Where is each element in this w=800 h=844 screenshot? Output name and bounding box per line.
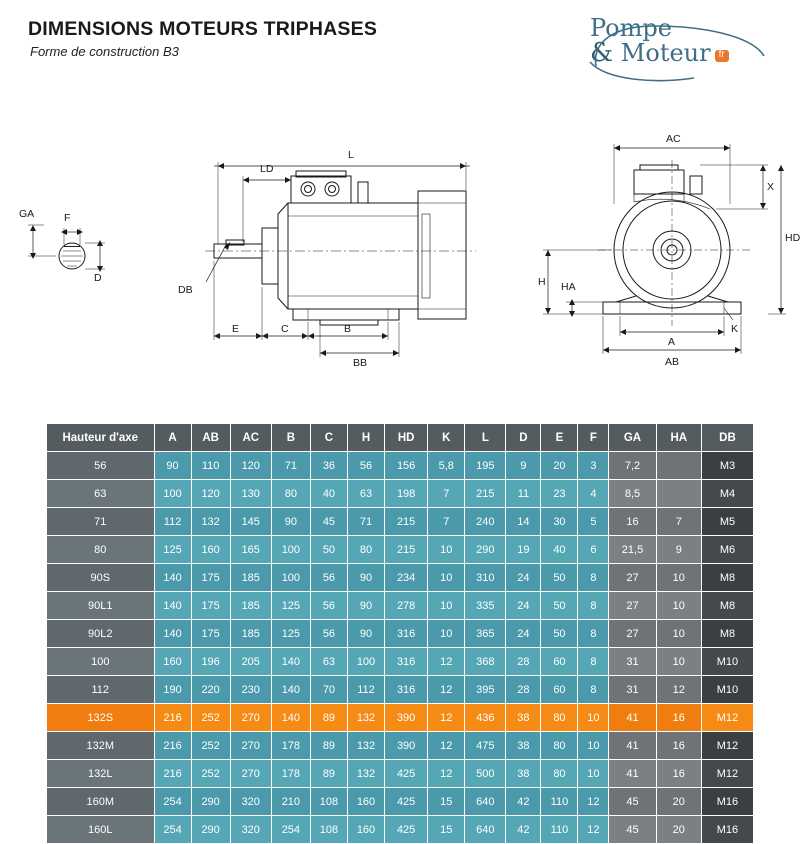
cell-db: M8 <box>701 620 753 648</box>
cell-b: 178 <box>271 732 310 760</box>
table-row[interactable] <box>47 676 753 704</box>
cell-e: 60 <box>541 676 578 704</box>
cell-h: 100 <box>347 648 384 676</box>
cell-hauteur-daxe: 112 <box>47 676 154 704</box>
cell-ac: 165 <box>230 536 271 564</box>
column-header-k: K <box>428 424 465 452</box>
cell-ab: 120 <box>191 480 230 508</box>
cell-e: 50 <box>541 564 578 592</box>
cell-ac: 130 <box>230 480 271 508</box>
cell-d: 42 <box>506 788 541 816</box>
cell-ga: 41 <box>609 732 656 760</box>
cell-ga: 8,5 <box>609 480 656 508</box>
cell-b: 140 <box>271 676 310 704</box>
label-ga: GA <box>19 208 35 220</box>
cell-ab: 110 <box>191 452 230 480</box>
cell-ac: 145 <box>230 508 271 536</box>
column-header-ac: AC <box>230 424 271 452</box>
cell-ac: 185 <box>230 620 271 648</box>
cell-db: M4 <box>701 480 753 508</box>
cell-ab: 252 <box>191 732 230 760</box>
column-header-a: A <box>154 424 191 452</box>
column-header-l: L <box>465 424 506 452</box>
title-block <box>28 18 377 59</box>
cell-l: 335 <box>465 592 506 620</box>
cell-a: 140 <box>154 564 191 592</box>
cell-f: 5 <box>578 508 609 536</box>
table-row[interactable] <box>47 648 753 676</box>
cell-a: 112 <box>154 508 191 536</box>
column-header-e: E <box>541 424 578 452</box>
cell-ac: 270 <box>230 732 271 760</box>
cell-ga: 45 <box>609 788 656 816</box>
table-row[interactable] <box>47 704 753 732</box>
cell-hd: 215 <box>385 536 428 564</box>
cell-a: 254 <box>154 788 191 816</box>
cell-c: 56 <box>310 564 347 592</box>
cell-k: 12 <box>428 648 465 676</box>
cell-ha: 16 <box>656 760 701 788</box>
cell-h: 132 <box>347 760 384 788</box>
column-header-hd: HD <box>385 424 428 452</box>
cell-l: 640 <box>465 816 506 844</box>
cell-b: 80 <box>271 480 310 508</box>
cell-d: 42 <box>506 816 541 844</box>
cell-l: 310 <box>465 564 506 592</box>
cell-c: 70 <box>310 676 347 704</box>
cell-f: 10 <box>578 760 609 788</box>
cell-ga: 16 <box>609 508 656 536</box>
cell-db: M8 <box>701 592 753 620</box>
cell-f: 4 <box>578 480 609 508</box>
cell-b: 71 <box>271 452 310 480</box>
cell-f: 10 <box>578 732 609 760</box>
cell-ga: 31 <box>609 676 656 704</box>
cell-ga: 27 <box>609 620 656 648</box>
cell-e: 80 <box>541 760 578 788</box>
cell-db: M12 <box>701 760 753 788</box>
cell-ga: 27 <box>609 564 656 592</box>
cell-h: 56 <box>347 452 384 480</box>
page-title: DIMENSIONS MOTEURS TRIPHASES <box>28 18 378 40</box>
cell-h: 132 <box>347 732 384 760</box>
column-header-f: F <box>578 424 609 452</box>
cell-e: 80 <box>541 704 578 732</box>
cell-a: 190 <box>154 676 191 704</box>
cell-ac: 320 <box>230 816 271 844</box>
page-header <box>0 0 800 110</box>
dimensions-table <box>47 424 753 844</box>
cell-ga: 45 <box>609 816 656 844</box>
cell-f: 8 <box>578 676 609 704</box>
cell-ac: 205 <box>230 648 271 676</box>
cell-a: 90 <box>154 452 191 480</box>
shaft-end-view <box>28 225 105 272</box>
cell-d: 24 <box>506 564 541 592</box>
cell-c: 56 <box>310 620 347 648</box>
cell-b: 100 <box>271 536 310 564</box>
table-row[interactable] <box>47 536 753 564</box>
cell-l: 215 <box>465 480 506 508</box>
cell-ha: 7 <box>656 508 701 536</box>
column-header-ab: AB <box>191 424 230 452</box>
cell-l: 368 <box>465 648 506 676</box>
technical-drawing <box>0 104 800 404</box>
cell-k: 10 <box>428 620 465 648</box>
brand-logo <box>584 16 774 88</box>
cell-d: 14 <box>506 508 541 536</box>
cell-f: 12 <box>578 816 609 844</box>
cell-hd: 234 <box>385 564 428 592</box>
cell-a: 216 <box>154 732 191 760</box>
cell-ga: 27 <box>609 592 656 620</box>
label-ld: LD <box>260 163 274 175</box>
cell-h: 160 <box>347 816 384 844</box>
cell-ha: 16 <box>656 732 701 760</box>
cell-ab: 175 <box>191 564 230 592</box>
cell-k: 10 <box>428 536 465 564</box>
cell-k: 12 <box>428 760 465 788</box>
cell-ga: 31 <box>609 648 656 676</box>
column-header-b: B <box>271 424 310 452</box>
column-header-ha: HA <box>656 424 701 452</box>
table-body <box>47 452 753 844</box>
cell-a: 160 <box>154 648 191 676</box>
cell-hauteur-daxe: 63 <box>47 480 154 508</box>
cell-e: 50 <box>541 592 578 620</box>
label-ha: HA <box>561 281 576 293</box>
cell-a: 140 <box>154 620 191 648</box>
cell-ha: 10 <box>656 564 701 592</box>
cell-hauteur-daxe: 56 <box>47 452 154 480</box>
cell-ga: 41 <box>609 704 656 732</box>
cell-ac: 230 <box>230 676 271 704</box>
cell-l: 365 <box>465 620 506 648</box>
cell-e: 60 <box>541 648 578 676</box>
cell-hd: 316 <box>385 676 428 704</box>
cell-hd: 425 <box>385 816 428 844</box>
cell-ha <box>656 452 701 480</box>
cell-a: 100 <box>154 480 191 508</box>
cell-c: 40 <box>310 480 347 508</box>
cell-db: M16 <box>701 816 753 844</box>
label-b: B <box>344 323 352 335</box>
table-row[interactable] <box>47 480 753 508</box>
cell-ab: 252 <box>191 704 230 732</box>
cell-c: 63 <box>310 648 347 676</box>
cell-hauteur-daxe: 90L2 <box>47 620 154 648</box>
cell-b: 90 <box>271 508 310 536</box>
cell-c: 89 <box>310 704 347 732</box>
cell-hauteur-daxe: 160L <box>47 816 154 844</box>
cell-h: 112 <box>347 676 384 704</box>
cell-ha: 10 <box>656 592 701 620</box>
cell-a: 125 <box>154 536 191 564</box>
cell-h: 132 <box>347 704 384 732</box>
cell-d: 11 <box>506 480 541 508</box>
label-c: C <box>281 323 289 335</box>
cell-a: 216 <box>154 760 191 788</box>
cell-hd: 390 <box>385 704 428 732</box>
table-row[interactable] <box>47 508 753 536</box>
cell-l: 500 <box>465 760 506 788</box>
label-h: H <box>538 276 546 288</box>
cell-ab: 252 <box>191 760 230 788</box>
cell-d: 28 <box>506 648 541 676</box>
cell-db: M10 <box>701 676 753 704</box>
cell-ha: 10 <box>656 620 701 648</box>
cell-d: 38 <box>506 704 541 732</box>
cell-ac: 185 <box>230 564 271 592</box>
cell-ab: 290 <box>191 788 230 816</box>
cell-d: 19 <box>506 536 541 564</box>
cell-h: 63 <box>347 480 384 508</box>
cell-hauteur-daxe: 160M <box>47 788 154 816</box>
label-hd: HD <box>785 232 800 244</box>
cell-hd: 215 <box>385 508 428 536</box>
cell-f: 12 <box>578 788 609 816</box>
table-row[interactable] <box>47 760 753 788</box>
cell-ab: 220 <box>191 676 230 704</box>
cell-k: 7 <box>428 508 465 536</box>
cell-f: 6 <box>578 536 609 564</box>
label-a: A <box>668 336 676 348</box>
label-bb: BB <box>353 357 368 369</box>
drawing-svg <box>0 104 800 404</box>
cell-ha <box>656 480 701 508</box>
cell-f: 8 <box>578 620 609 648</box>
cell-ga: 21,5 <box>609 536 656 564</box>
cell-c: 36 <box>310 452 347 480</box>
cell-e: 20 <box>541 452 578 480</box>
cell-k: 12 <box>428 676 465 704</box>
cell-b: 125 <box>271 620 310 648</box>
label-l: L <box>348 149 354 161</box>
motor-front-view <box>543 144 786 354</box>
page-subtitle: Forme de construction B3 <box>30 44 179 59</box>
column-header-d: D <box>506 424 541 452</box>
cell-b: 178 <box>271 760 310 788</box>
cell-hd: 278 <box>385 592 428 620</box>
cell-c: 56 <box>310 592 347 620</box>
cell-l: 436 <box>465 704 506 732</box>
cell-ab: 132 <box>191 508 230 536</box>
label-ab: AB <box>665 356 680 368</box>
cell-db: M12 <box>701 704 753 732</box>
cell-d: 38 <box>506 732 541 760</box>
cell-k: 12 <box>428 732 465 760</box>
cell-f: 8 <box>578 564 609 592</box>
cell-hauteur-daxe: 80 <box>47 536 154 564</box>
cell-h: 160 <box>347 788 384 816</box>
cell-db: M6 <box>701 536 753 564</box>
cell-ha: 20 <box>656 816 701 844</box>
cell-l: 240 <box>465 508 506 536</box>
cell-hd: 390 <box>385 732 428 760</box>
cell-hauteur-daxe: 90S <box>47 564 154 592</box>
logo-swoosh-icon <box>584 22 770 84</box>
cell-k: 15 <box>428 816 465 844</box>
table-row[interactable] <box>47 592 753 620</box>
cell-db: M12 <box>701 732 753 760</box>
cell-e: 23 <box>541 480 578 508</box>
column-header-db: DB <box>701 424 753 452</box>
cell-db: M5 <box>701 508 753 536</box>
cell-k: 5,8 <box>428 452 465 480</box>
table-row[interactable] <box>47 564 753 592</box>
cell-db: M8 <box>701 564 753 592</box>
cell-e: 40 <box>541 536 578 564</box>
label-e: E <box>232 323 240 335</box>
cell-f: 8 <box>578 592 609 620</box>
cell-l: 290 <box>465 536 506 564</box>
cell-k: 10 <box>428 564 465 592</box>
cell-hauteur-daxe: 71 <box>47 508 154 536</box>
cell-k: 15 <box>428 788 465 816</box>
cell-ac: 185 <box>230 592 271 620</box>
column-header-h: H <box>347 424 384 452</box>
cell-hauteur-daxe: 100 <box>47 648 154 676</box>
cell-db: M3 <box>701 452 753 480</box>
cell-db: M16 <box>701 788 753 816</box>
cell-hauteur-daxe: 90L1 <box>47 592 154 620</box>
cell-l: 475 <box>465 732 506 760</box>
cell-ab: 160 <box>191 536 230 564</box>
cell-c: 45 <box>310 508 347 536</box>
label-db: DB <box>178 284 193 296</box>
cell-ha: 9 <box>656 536 701 564</box>
cell-k: 7 <box>428 480 465 508</box>
cell-d: 28 <box>506 676 541 704</box>
label-k: K <box>731 323 739 335</box>
cell-ha: 10 <box>656 648 701 676</box>
cell-b: 140 <box>271 704 310 732</box>
table-row[interactable] <box>47 816 753 844</box>
cell-e: 80 <box>541 732 578 760</box>
cell-ac: 120 <box>230 452 271 480</box>
column-header-c: C <box>310 424 347 452</box>
cell-l: 640 <box>465 788 506 816</box>
cell-d: 9 <box>506 452 541 480</box>
cell-f: 10 <box>578 704 609 732</box>
cell-hd: 198 <box>385 480 428 508</box>
table-row[interactable] <box>47 620 753 648</box>
cell-b: 100 <box>271 564 310 592</box>
cell-ac: 270 <box>230 704 271 732</box>
cell-b: 125 <box>271 592 310 620</box>
table-header-row <box>47 424 753 452</box>
cell-hd: 425 <box>385 788 428 816</box>
cell-ac: 270 <box>230 760 271 788</box>
cell-a: 216 <box>154 704 191 732</box>
cell-ab: 175 <box>191 592 230 620</box>
cell-a: 254 <box>154 816 191 844</box>
logo-line-1: Pompe <box>590 14 672 42</box>
cell-hauteur-daxe: 132M <box>47 732 154 760</box>
logo-ampersand: & <box>590 38 614 68</box>
cell-b: 140 <box>271 648 310 676</box>
cell-hauteur-daxe: 132L <box>47 760 154 788</box>
table-row[interactable] <box>47 452 753 480</box>
cell-h: 71 <box>347 508 384 536</box>
cell-h: 80 <box>347 536 384 564</box>
cell-ab: 196 <box>191 648 230 676</box>
cell-c: 108 <box>310 788 347 816</box>
cell-hd: 316 <box>385 648 428 676</box>
cell-ab: 290 <box>191 816 230 844</box>
cell-ac: 320 <box>230 788 271 816</box>
cell-k: 12 <box>428 704 465 732</box>
cell-l: 395 <box>465 676 506 704</box>
cell-e: 50 <box>541 620 578 648</box>
cell-ga: 41 <box>609 760 656 788</box>
logo-fr-badge: fr <box>715 50 729 62</box>
cell-db: M10 <box>701 648 753 676</box>
cell-d: 38 <box>506 760 541 788</box>
cell-e: 30 <box>541 508 578 536</box>
cell-h: 90 <box>347 620 384 648</box>
cell-h: 90 <box>347 564 384 592</box>
cell-hd: 316 <box>385 620 428 648</box>
cell-ga: 7,2 <box>609 452 656 480</box>
cell-h: 90 <box>347 592 384 620</box>
cell-b: 254 <box>271 816 310 844</box>
cell-c: 89 <box>310 760 347 788</box>
cell-ha: 12 <box>656 676 701 704</box>
cell-hd: 156 <box>385 452 428 480</box>
cell-d: 24 <box>506 620 541 648</box>
cell-hauteur-daxe: 132S <box>47 704 154 732</box>
cell-b: 210 <box>271 788 310 816</box>
cell-a: 140 <box>154 592 191 620</box>
label-f: F <box>64 212 71 224</box>
cell-hd: 425 <box>385 760 428 788</box>
table-row[interactable] <box>47 788 753 816</box>
cell-d: 24 <box>506 592 541 620</box>
cell-c: 89 <box>310 732 347 760</box>
cell-ha: 16 <box>656 704 701 732</box>
cell-f: 3 <box>578 452 609 480</box>
cell-c: 50 <box>310 536 347 564</box>
table-row[interactable] <box>47 732 753 760</box>
label-x: X <box>767 181 775 193</box>
cell-e: 110 <box>541 788 578 816</box>
label-ac: AC <box>666 133 681 145</box>
cell-k: 10 <box>428 592 465 620</box>
motor-side-view <box>205 162 476 357</box>
cell-f: 8 <box>578 648 609 676</box>
column-header-ga: GA <box>609 424 656 452</box>
cell-e: 110 <box>541 816 578 844</box>
dimensions-table-wrap <box>47 424 753 844</box>
column-header-hauteur-d-axe: Hauteur d'axe <box>47 424 154 452</box>
logo-word-moteur: Moteur <box>620 39 711 67</box>
cell-c: 108 <box>310 816 347 844</box>
cell-l: 195 <box>465 452 506 480</box>
cell-ha: 20 <box>656 788 701 816</box>
label-d: D <box>94 272 102 284</box>
cell-ab: 175 <box>191 620 230 648</box>
